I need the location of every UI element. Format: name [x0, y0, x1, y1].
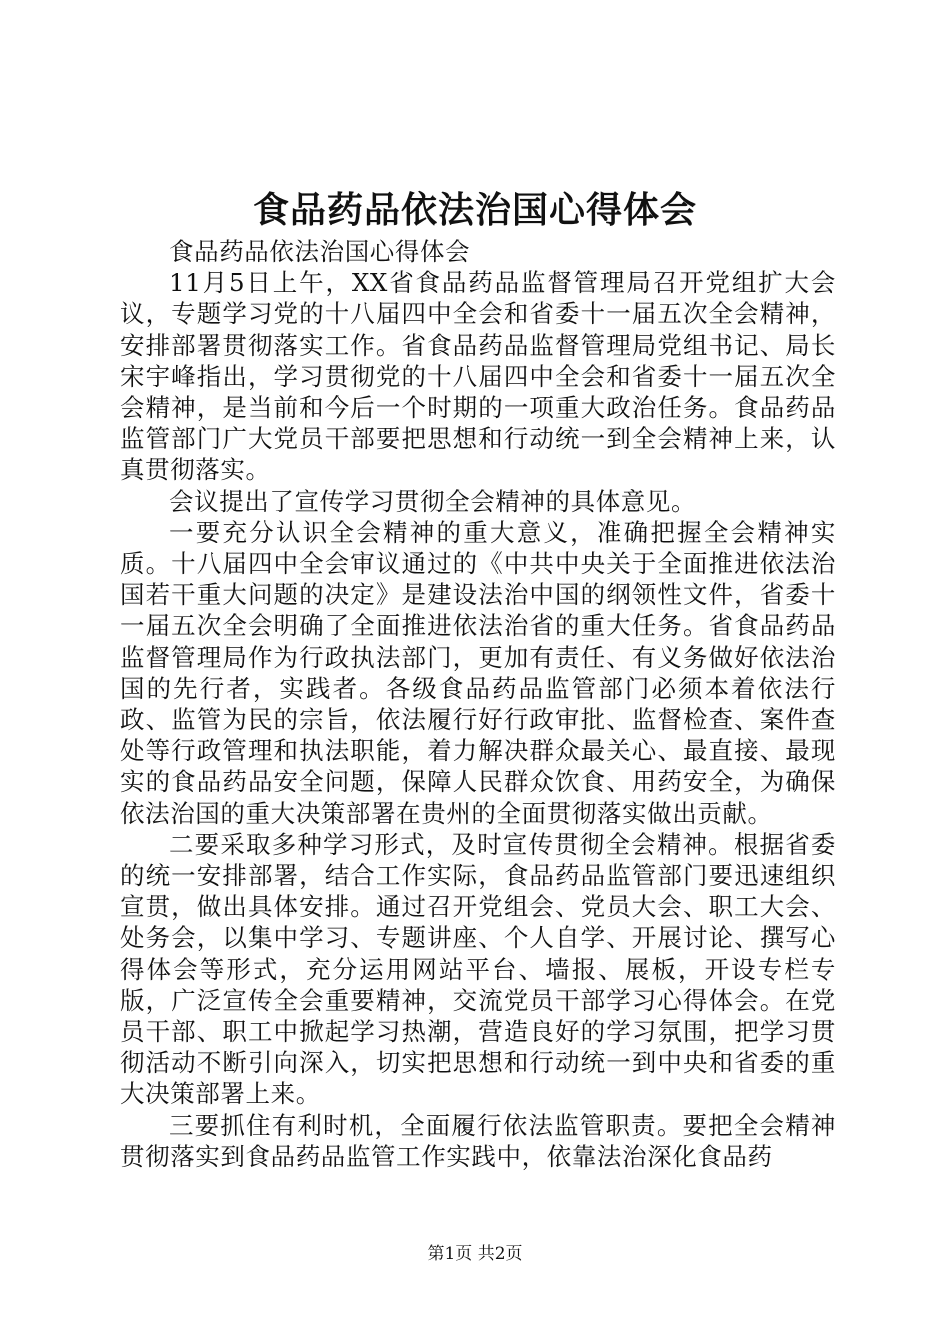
document-title: 食品药品依法治国心得体会 [252, 189, 697, 231]
paragraph-point-two: 二要采取多种学习形式，及时宣传贯彻全会精神。根据省委的统一安排部署，结合工作实际，食品药品监管部门要迅速组织宣贯，做出具体安排。通过召开党组会、党员大会、职工大会、处务会，以集中学习、专题讲座、个人自学、开展讨论、撰写心得体会等形式，充分运用网站平台、墙报、展板，开设专栏专版，广泛宣传全会重要精神，交流党员干部学习心得体会。在党员干部、职工中掀起学习热潮，营造良好的学习氛围，把学习贯彻活动不断引向深入，切实把思想和行动统一到中央和省委的重大决策部署上来。 [120, 829, 836, 1109]
document-body [120, 236, 836, 1172]
page-footer: 第1页 共2页 [427, 1244, 523, 1264]
paragraph-opinions-intro: 会议提出了宣传学习贯彻全会精神的具体意见。 [169, 486, 697, 516]
paragraph-meeting-intro: 11月5日上午，XX省食品药品监督管理局召开党组扩大会议，专题学习党的十八届四中全会和省委十一届五次全会精神，安排部署贯彻落实工作。省食品药品监督管理局党组书记、局长宋宇峰指出，学习贯彻党的十八届四中全会和省委十一届五次全会精神，是当前和今后一个时期的一项重大政治任务。食品药品监管部门广大党员干部要把思想和行动统一到全会精神上来，认真贯彻落实。 [120, 268, 836, 485]
paragraph-point-three: 三要抓住有利时机，全面履行依法监管职责。要把全会精神贯彻落实到食品药品监管工作实践中，依靠法治深化食品药 [120, 1110, 836, 1171]
paragraph-heading-repeat: 食品药品依法治国心得体会 [169, 237, 471, 266]
paragraph-point-one: 一要充分认识全会精神的重大意义，准确把握全会精神实质。十八届四中全会审议通过的《中共中央关于全面推进依法治国若干重大问题的决定》是建设法治中国的纲领性文件，省委十一届五次全会明确了全面推进依法治省的重大任务。省食品药品监督管理局作为行政执法部门，更加有责任、有义务做好依法治国的先行者，实践者。各级食品药品监管部门必须本着依法行政、监管为民的宗旨，依法履行好行政审批、监督检查、案件查处等行政管理和执法职能，着力解决群众最关心、最直接、最现实的食品药品安全问题，保障人民群众饮食、用药安全，为确保依法治国的重大决策部署在贵州的全面贯彻落实做出贡献。 [120, 517, 836, 828]
